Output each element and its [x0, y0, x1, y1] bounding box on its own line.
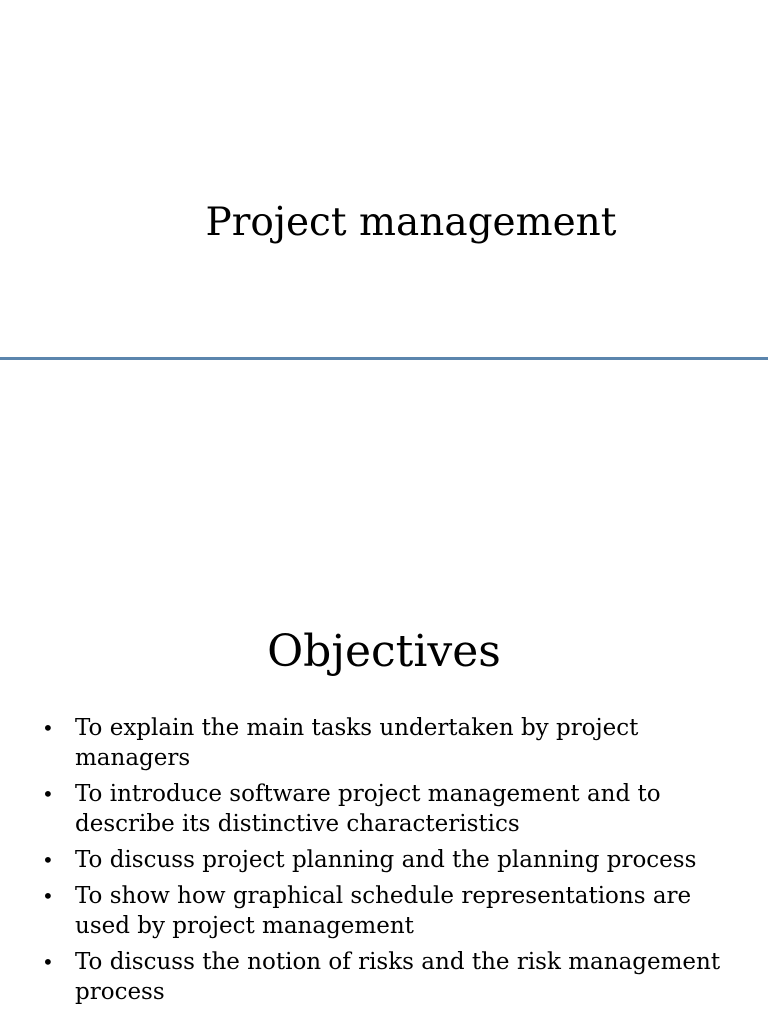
objective-item	[42, 779, 742, 839]
objective-item	[42, 881, 742, 941]
bullet-icon: •	[42, 950, 54, 974]
title-slide	[0, 0, 768, 359]
objective-text: To explain the main tasks undertaken by project managers	[75, 715, 639, 771]
objective-text: To discuss project planning and the planning process	[75, 847, 697, 873]
objective-text: To show how graphical schedule representations are used by project management	[75, 883, 692, 939]
bullet-icon: •	[42, 884, 54, 908]
objective-item	[42, 947, 742, 1007]
objectives-heading: Objectives	[267, 626, 501, 677]
objectives-list	[42, 713, 742, 1013]
bullet-icon: •	[42, 716, 54, 740]
objective-text: To discuss the notion of risks and the risk management process	[75, 949, 721, 1005]
bullet-icon: •	[42, 848, 54, 872]
objective-item	[42, 845, 742, 875]
slide-title: Project management	[205, 200, 617, 245]
bullet-icon: •	[42, 782, 54, 806]
objective-text: To introduce software project management and to describe its distinctive characteristics	[75, 781, 661, 837]
objectives-slide	[0, 360, 768, 1024]
objective-item	[42, 713, 742, 773]
